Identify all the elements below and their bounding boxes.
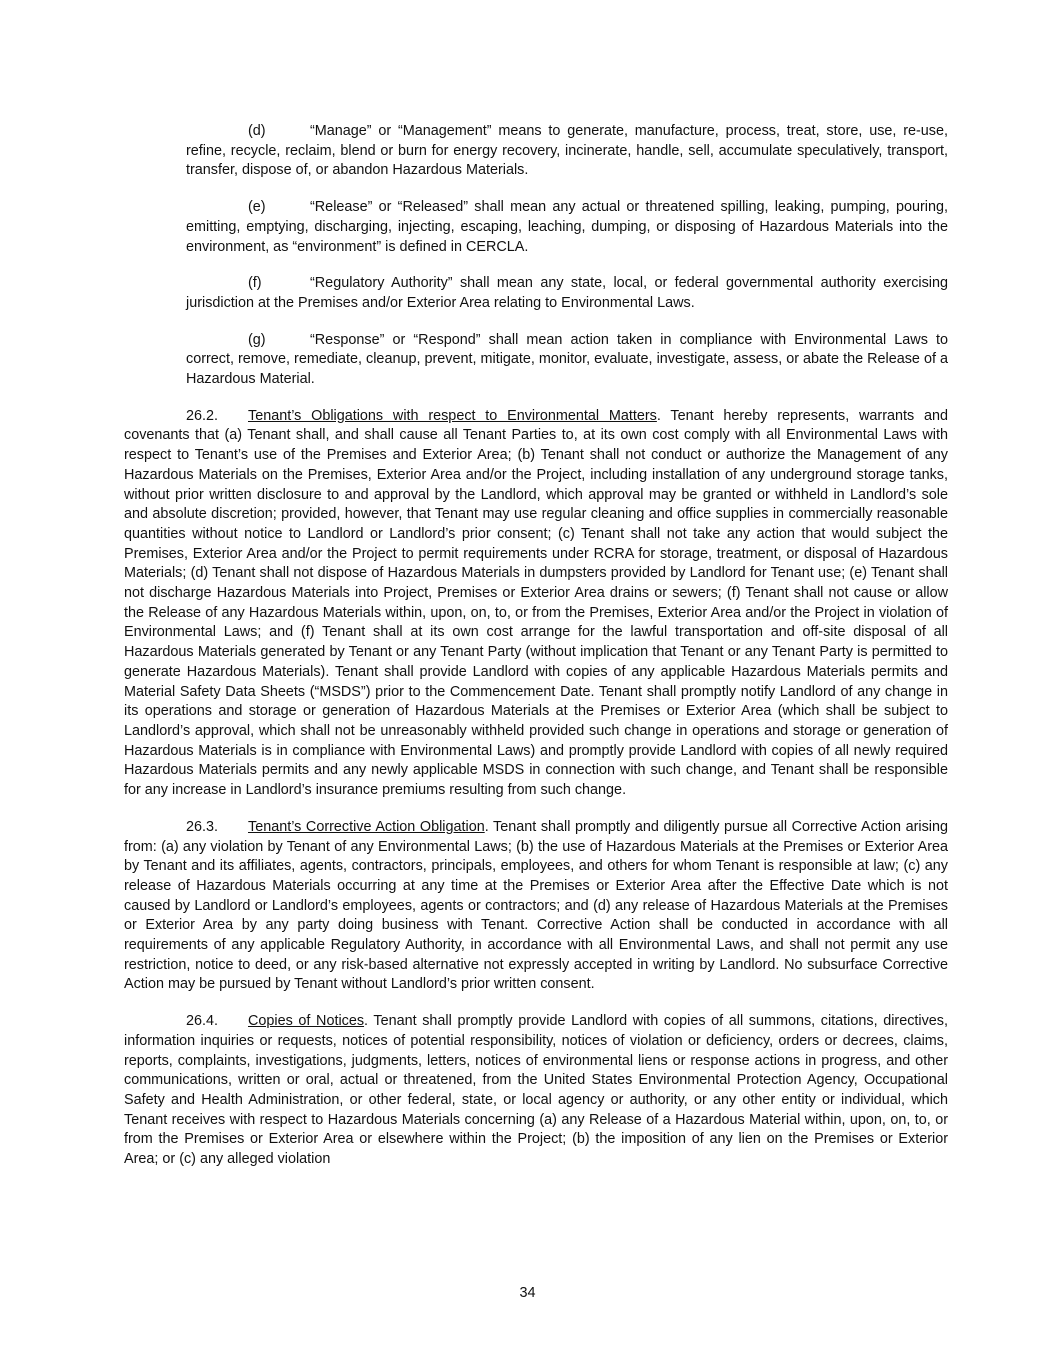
definition-d	[186, 122, 948, 181]
definition-text: “Regulatory Authority” shall mean any state, local, or federal governmental authority exercising jurisdiction at the Premises and/or Exterior Area relating to Environmental Laws.	[186, 275, 948, 311]
section-number: 26.2.	[186, 407, 219, 424]
document-page	[124, 122, 948, 1187]
definition-text: “Manage” or “Management” means to generate, manufacture, process, treat, store, use, re-use, refine, recycle, reclaim, blend or burn for energy recovery, incinerate, handle, sell, accumulate speculatively, transport, transfer, dispose of, or abandon Hazardous Materials.	[186, 123, 948, 179]
section-heading: Copies of Notices	[248, 1013, 365, 1030]
section-26-2	[124, 407, 948, 801]
section-26-4	[124, 1012, 948, 1170]
definition-text: “Response” or “Respond” shall mean action taken in compliance with Environmental Laws to correct, remove, remediate, cleanup, prevent, mitigate, monitor, evaluate, investigate, assess, or abate the Release of a Hazardous Material.	[186, 331, 948, 388]
section-text: . Tenant hereby represents, warrants and covenants that (a) Tenant shall, and shall cause all Tenant Parties to, at its own cost comply with all Environmental Laws with respect to Tenant’s use of the Premises and Exterior Area; (b) Tenant shall not conduct or authorize the Management of any Hazardous Materials on the Premises, Exterior Area and/or the Project, including installation of any underground storage tanks, without prior written disclosure to and approval by the Landlord, which approval may be granted or withheld in Landlord’s sole and absolute discretion; provided, however, that Tenant may use regular cleaning and office supplies in commercially reasonable quantities without notice to Landlord or Landlord’s prior consent; (c) Tenant shall not take any action that would subject the Premises, Exterior Area and/or the Project to permit requirements under RCRA for storage, treatment, or disposal of Hazardous Materials; (d) Tenant shall not dispose of Hazardous Materials in dumpsters provided by Landlord for Tenant use; (e) Tenant shall not discharge Hazardous Materials into Project, Premises or Exterior Area drains or sewers; (f) Tenant shall not cause or allow the Release of any Hazardous Materials within, upon, on, to, or from the Premises, Exterior Area and/or the Project in violation of Environmental Laws; and (f) Tenant shall at its own cost arrange for the lawful transportation and off-site disposal of all Hazardous Materials generated by Tenant or any Tenant Party (without implication that Tenant or any Tenant Party is permitted to generate Hazardous Materials). Tenant shall provide Landlord with copies of any applicable Hazardous Materials permits and Material Safety Data Sheets (“MSDS”) prior to the Commencement Date. Tenant shall promptly notify Landlord of any change in its operations and storage or generation of Hazardous Materials at the Premises or Exterior Area (which shall be subject to Landlord’s approval, which shall not be unreasonably withheld provided such change in operations and storage or generation of Hazardous Materials is in compliance with Environmental Laws) and promptly provide Landlord with copies of all newly required Hazardous Materials permits and any newly applicable MSDS in connection with such change, and Tenant shall be responsible for any increase in Landlord’s insurance premiums resulting from such change.	[124, 407, 948, 799]
definition-e	[186, 198, 948, 257]
definition-label: (g)	[248, 331, 266, 348]
section-number: 26.4.	[186, 1013, 219, 1030]
section-text: . Tenant shall promptly provide Landlord with copies of all summons, citations, directives, information inquiries or requests, notices of potential responsibility, notices of violation or deficiency, orders or decrees, claims, reports, complaints, investigations, judgments, letters, notices of environmental liens or response actions in progress, and other communications, written or oral, actual or threatened, from the United States Environmental Protection Agency, Occupational Safety and Health Administration, or other federal, state, or local agency or authority, or any other entity or individual, which Tenant receives with respect to Hazardous Materials concerning (a) any Release of a Hazardous Material within, upon, on, to, or from the Premises or Exterior Area or elsewhere within the Project; (b) the imposition of any lien on the Premises or Exterior Area; or (c) any alleged violation	[124, 1013, 948, 1168]
section-heading: Tenant’s Obligations with respect to Environmental Matters	[248, 407, 657, 424]
definition-f	[186, 274, 948, 313]
section-text: . Tenant shall promptly and diligently pursue all Corrective Action arising from: (a) any violation by Tenant of any Environmental Laws; (b) the use of Hazardous Materials at the Premises or Exterior Area by Tenant and its affiliates, agents, contractors, principals, employees, and others for whom Tenant is responsible at law; (c) any release of Hazardous Materials occurring at any time at the Premises or Exterior Area after the Effective Date which is not caused by Landlord or Landlord’s employees, agents or contractors; and (d) any release of Hazardous Materials at the Premises or Exterior Area by any party doing business with Tenant. Corrective Action shall be conducted in accordance with all requirements of any applicable Regulatory Authority, in accordance with all Environmental Laws, and shall not permit any use restriction, notice to deed, or any risk-based alternative not expressly accepted in writing by Landlord. No subsurface Corrective Action may be pursued by Tenant without Landlord’s prior written consent.	[124, 818, 948, 993]
definition-label: (e)	[248, 199, 266, 216]
page-number: 34	[519, 1285, 536, 1301]
definition-label: (d)	[248, 123, 266, 139]
section-26-3	[124, 818, 948, 995]
definition-label: (f)	[248, 275, 262, 292]
definition-g	[186, 331, 948, 390]
section-number: 26.3.	[186, 818, 219, 835]
definition-text: “Release” or “Released” shall mean any actual or threatened spilling, leaking, pumping, pouring, emitting, emptying, discharging, injecting, escaping, leaching, dumping, or disposing of Hazardous Materials into the environment, as “environment” is defined in CERCLA.	[186, 199, 948, 255]
section-heading: Tenant’s Corrective Action Obligation	[248, 818, 485, 835]
